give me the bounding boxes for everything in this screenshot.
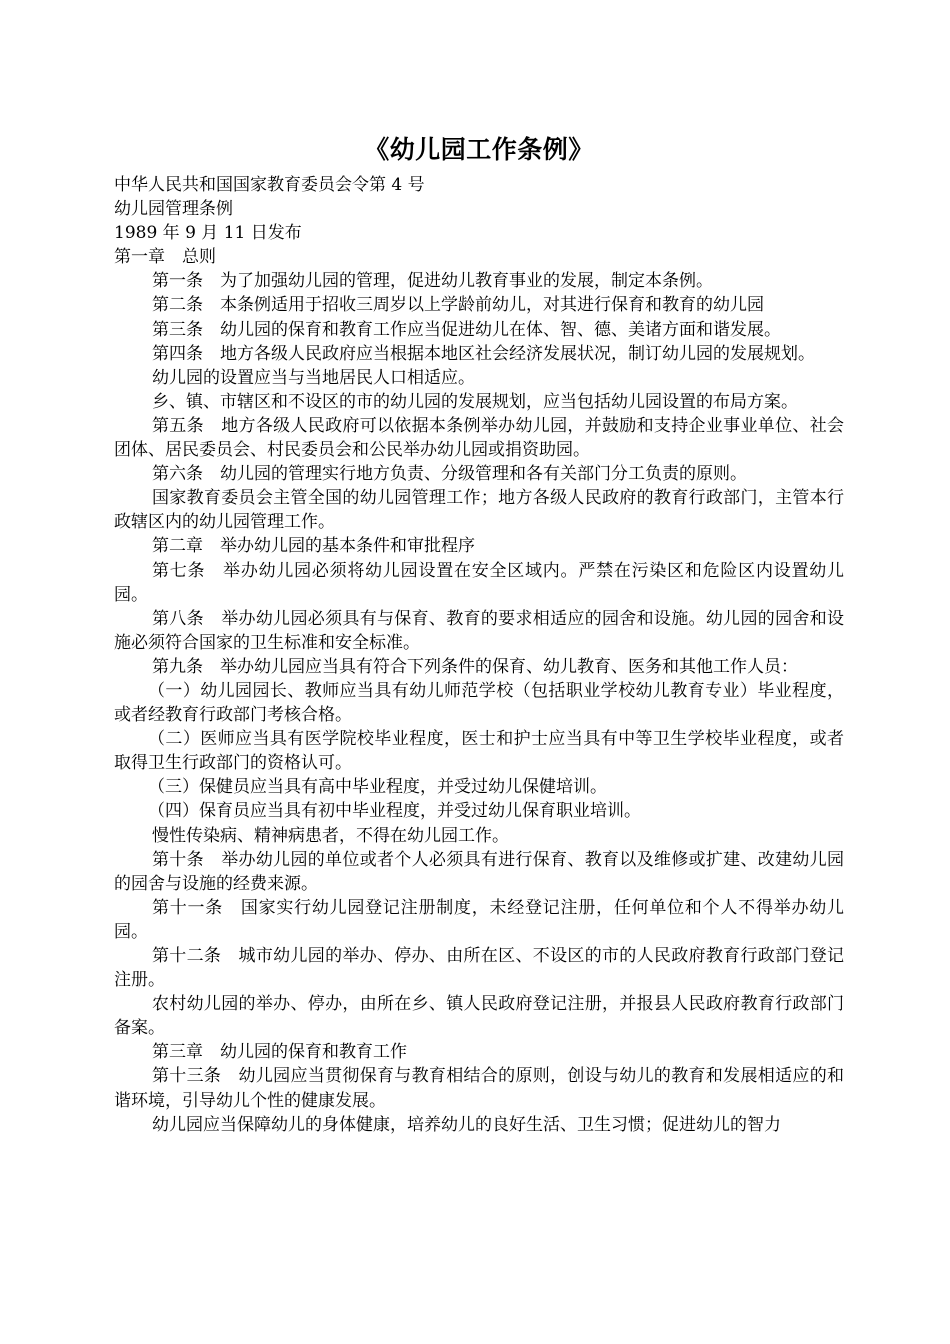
article-6: 第六条 幼儿园的管理实行地方负责、分级管理和各有关部门分工负责的原则。 [152, 464, 747, 485]
article-9-item: （二）医师应当具有医学院校毕业程度，医士和护士应当具有中等卫生学校毕业程度，或者取得卫生行政部门的资格认可。 [114, 729, 844, 774]
document-body [114, 134, 844, 1137]
article-3: 第三条 幼儿园的保育和教育工作应当促进幼儿在体、智、德、美诸方面和谐发展。 [152, 319, 781, 340]
article-12: 第十二条 城市幼儿园的举办、停办、由所在区、不设区的市的人民政府教育行政部门登记注册。 [114, 946, 844, 991]
chapter-heading: 第三章 幼儿园的保育和教育工作 [152, 1042, 407, 1063]
article-13: 第十三条 幼儿园应当贯彻保育与教育相结合的原则，创设与幼儿的教育和发展相适应的和谐环境，引导幼儿个性的健康发展。 [114, 1066, 844, 1111]
article-9-item: （四）保育员应当具有初中毕业程度，并受过幼儿保育职业培训。 [148, 801, 641, 822]
article-10: 第十条 举办幼儿园的单位或者个人必须具有进行保育、教育以及维修或扩建、改建幼儿园的园舍与设施的经费来源。 [114, 849, 844, 894]
release-date: 1989 年 9 月 11 日发布 [114, 223, 302, 244]
article-9-item: （一）幼儿园园长、教师应当具有幼儿师范学校（包括职业学校幼儿教育专业）毕业程度，或者经教育行政部门考核合格。 [114, 680, 844, 726]
chapter-heading: 第一章 总则 [114, 247, 216, 268]
article-4-para: 乡、镇、市辖区和不设区的市的幼儿园的发展规划，应当包括幼儿园设置的布局方案。 [152, 391, 798, 412]
article-8: 第八条 举办幼儿园必须具有与保育、教育的要求相适应的园舍和设施。幼儿园的园舍和设施必须符合国家的卫生标准和安全标准。 [114, 608, 844, 653]
article-2: 第二条 本条例适用于招收三周岁以上学龄前幼儿，对其进行保育和教育的幼儿园 [152, 295, 764, 316]
article-11: 第十一条 国家实行幼儿园登记注册制度，未经登记注册，任何单位和个人不得举办幼儿园。 [114, 897, 844, 942]
document-title: 《幼儿园工作条例》 [364, 135, 594, 164]
article-9-item: （三）保健员应当具有高中毕业程度，并受过幼儿保健培训。 [148, 777, 607, 798]
regulation-name: 幼儿园管理条例 [114, 199, 233, 220]
article-7: 第七条 举办幼儿园必须将幼儿园设置在安全区域内。严禁在污染区和危险区内设置幼儿园。 [114, 560, 844, 605]
article-6-para: 国家教育委员会主管全国的幼儿园管理工作；地方各级人民政府的教育行政部门，主管本行政辖区内的幼儿园管理工作。 [114, 488, 844, 533]
article-9-para: 慢性传染病、精神病患者，不得在幼儿园工作。 [152, 825, 509, 846]
article-9: 第九条 举办幼儿园应当具有符合下列条件的保育、幼儿教育、医务和其他工作人员： [152, 656, 798, 677]
article-13-para: 幼儿园应当保障幼儿的身体健康，培养幼儿的良好生活、卫生习惯；促进幼儿的智力 [152, 1114, 781, 1135]
chapter-heading: 第二章 举办幼儿园的基本条件和审批程序 [152, 536, 475, 557]
article-1: 第一条 为了加强幼儿园的管理，促进幼儿教育事业的发展，制定本条例。 [152, 271, 713, 292]
decree-number: 中华人民共和国国家教育委员会令第 4 号 [114, 175, 425, 195]
article-12-para: 农村幼儿园的举办、停办，由所在乡、镇人民政府登记注册，并报县人民政府教育行政部门备案。 [114, 994, 844, 1039]
article-4: 第四条 地方各级人民政府应当根据本地区社会经济发展状况，制订幼儿园的发展规划。 [152, 343, 815, 364]
article-5: 第五条 地方各级人民政府可以依据本条例举办幼儿园，并鼓励和支持企业事业单位、社会团体、居民委员会、村民委员会和公民举办幼儿园或捐资助园。 [114, 415, 844, 461]
article-4-para: 幼儿园的设置应当与当地居民人口相适应。 [152, 367, 475, 388]
